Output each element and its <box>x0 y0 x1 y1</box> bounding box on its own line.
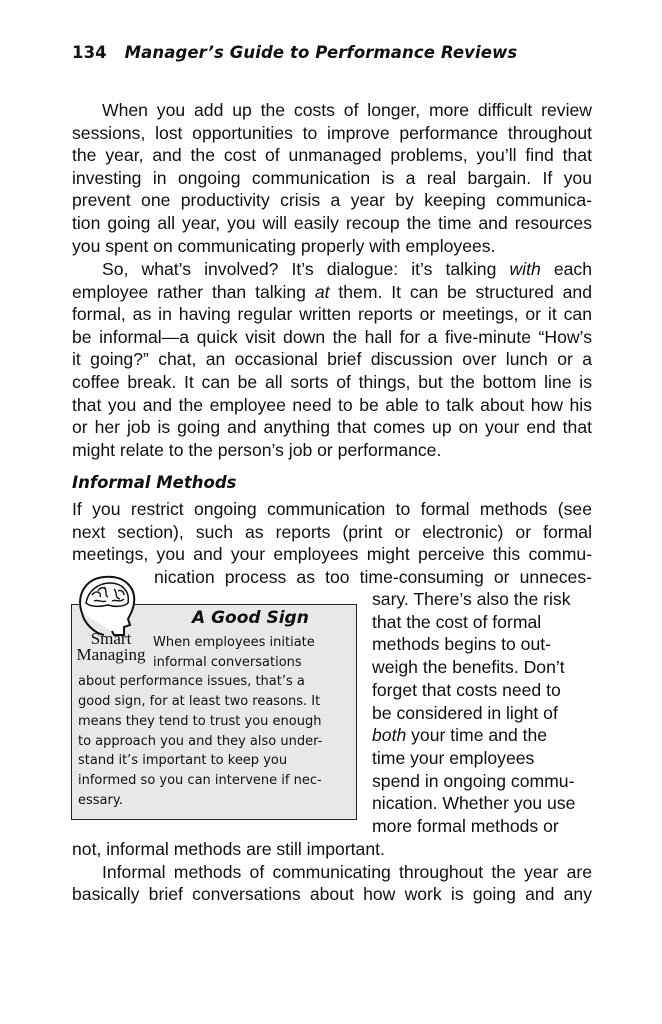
paragraph-3-end <box>72 838 592 906</box>
text-line: Informal methods of communicating throughout the year are <box>102 861 592 882</box>
text-line: be informal—a quick visit down the hall for a five-minute “How’s <box>72 326 592 347</box>
sidebar-line: means they tend to trust you enough <box>78 713 322 729</box>
text-line: If you restrict ongoing communication to formal methods (see <box>72 499 592 519</box>
sidebar-line: informed so you can intervene if nec- <box>78 772 322 788</box>
text-line: the year, and the cost of unmanaged problems, you’ll find that <box>72 145 592 166</box>
text-line: both your time and the <box>372 725 548 746</box>
text-line: be considered in light of <box>372 702 558 723</box>
sidebar-line: stand it’s important to keep you <box>78 753 288 769</box>
text-line: methods begins to out- <box>372 634 551 655</box>
text-line: might relate to the person’s job or performance. <box>72 439 442 460</box>
page-number: 134 <box>72 43 107 62</box>
text-line: nication. Whether you use <box>372 793 576 814</box>
text-line: you spent on communicating properly with employees. <box>72 235 496 256</box>
text-line: next section), such as reports (print or electronic) or formal <box>72 521 592 542</box>
text-line: sessions, lost opportunities to improve performance throughout <box>72 122 592 143</box>
text-line: formal, as in having regular written reports or meetings, or it can <box>72 304 592 325</box>
text-line: coffee break. It can be all sorts of things, but the bottom line is <box>72 371 592 392</box>
text-line: forget that costs need to <box>372 679 561 700</box>
text-line: not, informal methods are still important. <box>72 839 385 859</box>
sidebar-line: good sign, for at least two reasons. It <box>78 694 321 710</box>
text-line: investing in ongoing communication is a real bargain. If you <box>72 167 592 188</box>
text-line: tion going all year, you will easily recoup the time and resources <box>72 212 592 233</box>
section-heading: Informal Methods <box>72 473 237 492</box>
paragraph-3 <box>72 498 592 588</box>
text-line: that you and the employee need to be able to talk about how his <box>72 394 592 415</box>
book-title: Manager’s Guide to Performance Reviews <box>124 43 518 62</box>
text-line: So, what’s involved? It’s dialogue: it’s talking with each <box>102 259 592 279</box>
text-line: that the cost of formal <box>372 611 542 632</box>
wrapped-text-column <box>372 588 592 838</box>
sidebar-line: to approach you and they also under- <box>78 733 323 749</box>
text-line: sary. There’s also the risk <box>372 589 571 609</box>
sidebar-line: informal conversations <box>153 654 302 670</box>
sidebar-text <box>78 633 350 810</box>
text-line: employee rather than talking at them. It can be structured and <box>72 281 592 302</box>
paragraph-1 <box>72 99 592 257</box>
text-line: time your employees <box>372 747 535 768</box>
text-line: it going?” chat, an occasional brief discussion over lunch or a <box>72 349 592 370</box>
text-line: nication process as too time-consuming or unneces- <box>154 566 592 587</box>
logo-text: Smart <box>90 629 132 648</box>
paragraph-2 <box>72 258 592 461</box>
emphasis: with <box>509 259 541 279</box>
text-line: spend in ongoing commu- <box>372 770 575 791</box>
text-line: prevent one productivity crisis a year by keeping communica- <box>72 190 592 211</box>
text-line: more formal methods or <box>372 816 559 837</box>
sidebar-title: A Good Sign <box>192 608 309 628</box>
text-line: or her job is going and anything that comes up on your end that <box>72 417 592 438</box>
sidebar-line: When employees initiate <box>153 635 315 650</box>
text-line: basically brief conversations about how work is going and any <box>72 884 592 905</box>
sidebar-line: essary. <box>78 792 123 808</box>
sidebar-line: about performance issues, that’s a <box>78 674 305 690</box>
text-line: When you add up the costs of longer, more difficult review <box>102 100 592 120</box>
emphasis: at <box>314 281 330 302</box>
logo-text: Managing <box>76 645 146 664</box>
running-header <box>72 43 517 62</box>
emphasis: both <box>372 725 407 746</box>
text-line: weigh the benefits. Don’t <box>372 657 565 678</box>
text-line: meetings, you and your employees might perceive this commu- <box>72 544 592 565</box>
